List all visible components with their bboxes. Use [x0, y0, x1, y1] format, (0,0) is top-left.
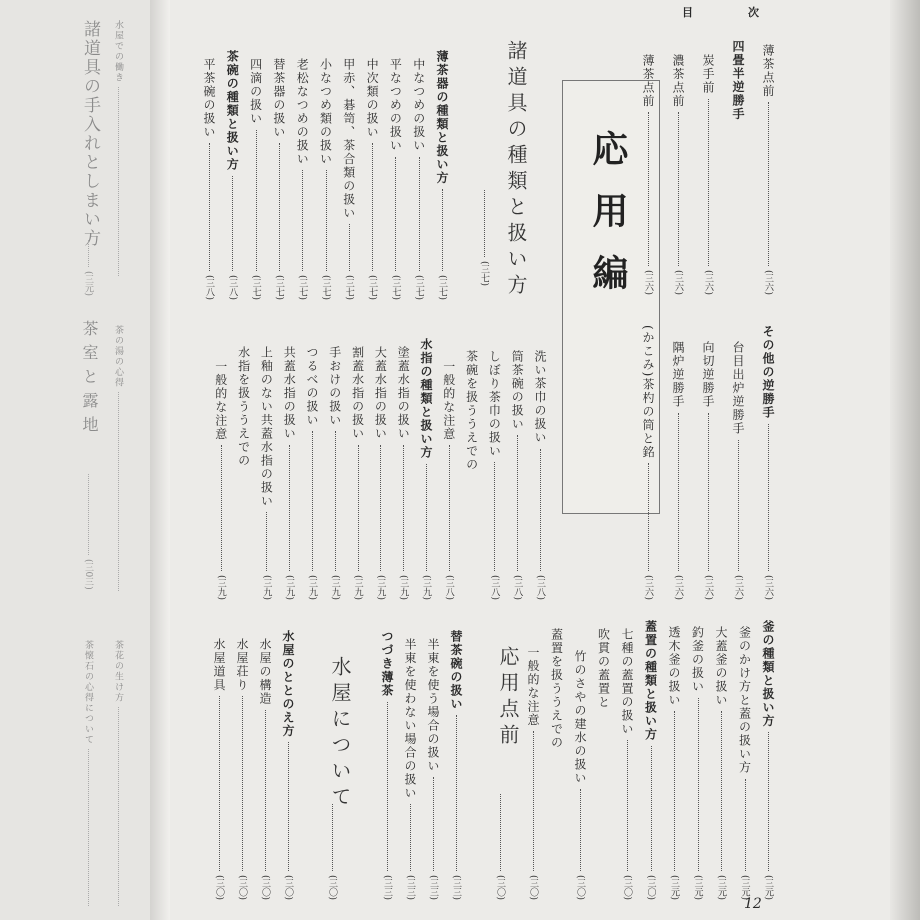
- toc-entry: [596, 628, 613, 709]
- header-mokuji: 目: [682, 6, 693, 19]
- toc-entry-page: (三〇): [283, 874, 293, 900]
- leader-dots: [738, 440, 739, 571]
- toc-entry-title: 四滴の扱い: [248, 58, 263, 126]
- toc-entry-page: (三九): [215, 574, 226, 600]
- toc-entry-title: 釣釜の扱い: [690, 626, 705, 694]
- toc-entry: [700, 341, 717, 600]
- toc-entry-page: (三〇): [645, 874, 656, 900]
- leader-dots: [768, 424, 769, 571]
- toc-entry: [549, 628, 566, 750]
- leader-dots: [648, 112, 649, 266]
- toc-entry-title: 濃茶点前: [671, 54, 685, 108]
- toc-entry-title: 塗蓋水指の扱い: [396, 346, 411, 441]
- leader-dots: [698, 698, 699, 871]
- toc-entry-title: つるべの扱い: [305, 346, 319, 427]
- toc-entry: [730, 341, 747, 600]
- toc-entry: [525, 646, 542, 900]
- toc-entry-title: 薄茶点前: [641, 54, 655, 108]
- toc-entry-page: (三三): [451, 874, 461, 900]
- toc-entry-page: (三六): [673, 269, 683, 295]
- toc-entry-title: 半東を使う場合の扱い: [426, 638, 440, 773]
- toc-entry-title: 吹貫の蓋置と: [596, 628, 611, 709]
- toc-entry-title: 大蓋釜の扱い: [714, 626, 728, 707]
- toc-entry-page: (三元): [716, 874, 726, 900]
- toc-entry: [294, 58, 311, 300]
- toc-entry-page: (三〇): [260, 874, 270, 900]
- leader-dots: [456, 715, 457, 871]
- leader-dots: [651, 746, 652, 871]
- toc-entry-title: 一般的な注意: [526, 646, 540, 727]
- toc-entry-page: (三七): [437, 274, 447, 300]
- toc-entry: [236, 346, 253, 468]
- toc-entry: [441, 360, 458, 600]
- toc-entry-page: (三〇): [214, 874, 224, 900]
- toc-entry-title: 水指の種類と扱い方: [419, 338, 433, 460]
- toc-entry-title: 手おけの扱い: [327, 346, 342, 427]
- toc-entry: [379, 630, 396, 900]
- toc-entry-title: 七種の蓋置の扱い: [620, 628, 634, 736]
- leader-dots: [372, 143, 373, 271]
- toc-entry: [464, 350, 481, 472]
- mizuya-heading: 水屋について: [328, 656, 352, 812]
- toc-entry: [418, 338, 435, 600]
- toc-entry: [670, 54, 687, 295]
- toc-entry-title: 隅炉逆勝手: [671, 341, 685, 409]
- toc-entry-title: 薄茶器の種類と扱い方: [435, 50, 449, 185]
- toc-entry: [666, 626, 683, 900]
- leader-dots: [335, 431, 336, 571]
- toc-entry: [670, 341, 687, 600]
- toc-entry-page: (三七): [367, 274, 378, 300]
- toc-entry: [350, 346, 367, 600]
- leader-dots: [494, 462, 495, 571]
- gutter: [150, 0, 170, 920]
- toc-entry-title: 一般的な注意: [441, 360, 456, 441]
- toc-entry-title: 薄茶点前: [761, 44, 775, 98]
- leader-dots: [209, 143, 210, 271]
- toc-entry: 水屋での働き: [112, 20, 125, 280]
- toc-entry-title: その他の逆勝手: [761, 325, 775, 420]
- toc-entry: [700, 54, 717, 295]
- shodogu-heading-leader: (三七): [478, 186, 491, 286]
- leader-dots: [219, 696, 220, 871]
- toc-entry: [640, 54, 657, 295]
- toc-entry-title: 水屋荘り: [235, 638, 249, 692]
- shodogu-heading: 諸道具の種類と扱い方: [504, 40, 528, 300]
- toc-entry: [213, 360, 230, 600]
- toc-entry-title: 茶碗を扱ううえでの: [464, 350, 479, 472]
- leader-dots: [678, 413, 679, 571]
- toc-entry-title: 水屋のととのえ方: [281, 630, 295, 738]
- leader-dots: [279, 143, 280, 271]
- toc-entry-page: (三八): [512, 574, 523, 600]
- leader-dots: [221, 445, 222, 571]
- toc-entry-page: (三八): [443, 574, 454, 600]
- toc-entry-title: 蓋置の種類と扱い方: [643, 620, 658, 742]
- toc-entry-page: (三九): [307, 574, 317, 600]
- toc-entry-page: (三〇): [622, 874, 632, 900]
- page-edge: [890, 0, 920, 920]
- leader-dots: [540, 449, 541, 571]
- left-heading-2: 茶室と露地: [80, 320, 99, 440]
- leader-dots: [288, 742, 289, 871]
- toc-entry-title: しぼり茶巾の扱い: [487, 350, 502, 458]
- leader-dots: [708, 99, 709, 266]
- toc-entry: [737, 626, 754, 900]
- leader-dots: [232, 176, 233, 271]
- leader-dots: [349, 224, 350, 271]
- toc-entry-title: 蓋置を扱ううえでの: [549, 628, 564, 750]
- toc-entry-title: (かこみ)茶杓の筒と銘: [641, 325, 655, 459]
- toc-entry-title: つづき薄茶: [380, 630, 394, 698]
- leader-dots: [433, 777, 434, 871]
- toc-entry: [201, 58, 218, 300]
- toc-entry-title: 台目出炉逆勝手: [731, 341, 745, 436]
- toc-entry-title: 大蓋水指の扱い: [373, 346, 388, 441]
- leader-dots: [768, 732, 769, 871]
- leader-dots: [442, 189, 443, 271]
- toc-entry-page: (三元): [763, 874, 773, 900]
- toc-entry: [271, 58, 288, 300]
- toc-entry-page: (三元): [739, 874, 750, 900]
- leader-dots: [674, 711, 675, 871]
- toc-entry: [760, 44, 777, 295]
- toc-entry: (三元): [82, 236, 95, 296]
- leader-dots: [289, 445, 290, 571]
- toc-entry-title: 向切逆勝手: [701, 341, 715, 409]
- toc-entry: [448, 630, 465, 900]
- toc-entry: [690, 626, 707, 900]
- toc-entry: [318, 58, 335, 300]
- toc-entry: [402, 638, 419, 900]
- toc-entry-page: (三九): [375, 574, 386, 600]
- toc-entry-title: 四畳半逆勝手: [731, 40, 745, 121]
- leader-dots: [266, 512, 267, 571]
- leader-dots: [265, 710, 266, 871]
- toc-entry-page: (三九): [329, 574, 340, 600]
- toc-entry-title: 釜の種類と扱い方: [761, 620, 775, 728]
- toc-entry-title: 割蓋水指の扱い: [350, 346, 365, 441]
- toc-entry-title: 水指を扱ううえでの: [236, 346, 251, 468]
- toc-entry: [730, 40, 747, 121]
- leader-dots: [708, 413, 709, 571]
- leader-dots: [580, 789, 581, 871]
- toc-entry-page: (三七): [250, 274, 261, 300]
- toc-entry-page: (三七): [320, 274, 331, 300]
- toc-entry-title: 中次類の扱い: [365, 58, 380, 139]
- leader-dots: [721, 711, 722, 871]
- toc-entry-title: 水屋の構造: [258, 638, 272, 706]
- toc-entry: [643, 620, 660, 900]
- toc-entry: [234, 638, 251, 900]
- toc-entry-title: 水屋道具: [212, 638, 226, 692]
- toc-entry-page: (三九): [261, 574, 272, 600]
- toc-entry-page: (三三): [382, 874, 392, 900]
- toc-entry-page: (三六): [763, 574, 773, 600]
- oyo-temae-leader: (三〇): [494, 790, 507, 900]
- leader-dots: [387, 702, 388, 871]
- toc-entry-title: 替茶碗の扱い: [449, 630, 463, 711]
- toc-entry-title: 半東を使わない場合の扱い: [403, 638, 417, 800]
- toc-entry: 茶の湯の心得: [112, 325, 125, 595]
- leader-dots: [410, 804, 411, 871]
- leader-dots: [403, 445, 404, 571]
- toc-entry: [341, 58, 358, 300]
- leader-dots: [242, 696, 243, 871]
- toc-entry-page: (三元): [692, 874, 703, 900]
- toc-entry: [411, 58, 428, 300]
- toc-entry-page: (三九): [284, 574, 295, 600]
- toc-entry-page: (三三): [405, 874, 415, 900]
- toc-entry: (三0三): [82, 470, 95, 590]
- toc-entry: [486, 350, 503, 600]
- toc-entry-title: 共蓋水指の扱い: [282, 346, 297, 441]
- leader-dots: [678, 112, 679, 266]
- leader-dots: [426, 464, 427, 571]
- toc-entry: [572, 650, 589, 900]
- header-tsugi: 次: [748, 6, 759, 19]
- toc-entry-title: 竹のさやの建水の扱い: [573, 650, 587, 785]
- toc-entry: [434, 50, 451, 300]
- toc-entry-page: (三六): [763, 269, 773, 295]
- leader-dots: [302, 170, 303, 271]
- toc-entry-title: 茶碗の種類と扱い方: [225, 50, 240, 172]
- toc-entry-page: (三七): [297, 274, 308, 300]
- left-heading-1: 諸道具の手入れとしまい方: [80, 20, 100, 248]
- toc-entry-page: (三八): [535, 574, 545, 600]
- toc-entry: [425, 638, 442, 900]
- toc-entry-page: (三九): [421, 574, 431, 600]
- toc-entry-page: (三七): [343, 274, 354, 300]
- toc-entry-page: (三〇): [237, 874, 247, 900]
- leader-dots: [648, 463, 649, 571]
- toc-entry-page: (三七): [413, 274, 424, 300]
- leader-dots: [449, 445, 450, 571]
- leader-dots: [768, 102, 769, 266]
- leader-dots: [312, 431, 313, 571]
- toc-entry-page: (三元): [669, 874, 679, 900]
- toc-entry: 茶花の生け方: [112, 640, 125, 910]
- toc-entry: [224, 50, 241, 300]
- mizuya-leader: (三〇): [326, 800, 339, 900]
- toc-entry-page: (三九): [352, 574, 363, 600]
- leader-dots: [256, 130, 257, 271]
- toc-entry-page: (三七): [390, 274, 401, 300]
- toc-entry: [640, 325, 657, 600]
- toc-entry-page: (三六): [643, 574, 653, 600]
- toc-entry-title: 炭手前: [701, 54, 715, 95]
- toc-entry-page: (三八): [227, 274, 238, 300]
- toc-entry: [364, 58, 381, 300]
- toc-entry: [281, 346, 298, 600]
- toc-entry: [304, 346, 321, 600]
- section-title: 応用編: [587, 130, 628, 316]
- toc-entry-page: (三八): [204, 274, 214, 300]
- toc-entry-title: 小なつめ類の扱い: [318, 58, 333, 166]
- leader-dots: [358, 445, 359, 571]
- toc-entry: [509, 350, 526, 600]
- toc-entry-page: (三九): [398, 574, 409, 600]
- toc-entry: [760, 620, 777, 900]
- toc-entry-title: 老松なつめの扱い: [295, 58, 310, 166]
- toc-entry: [387, 58, 404, 300]
- page-number: 12: [744, 896, 762, 912]
- toc-entry: [257, 638, 274, 900]
- toc-entry: [248, 58, 265, 300]
- toc-entry-title: 一般的な注意: [213, 360, 228, 441]
- toc-entry-title: 洗い茶巾の扱い: [533, 350, 547, 445]
- leader-dots: [395, 157, 396, 271]
- oyo-temae-heading: 応用点前: [496, 646, 520, 750]
- leader-dots: [380, 445, 381, 571]
- toc-entry-page: (三六): [703, 574, 713, 600]
- toc-entry-title: 上釉のない共蓋水指の扱い: [259, 346, 274, 508]
- toc-entry: [258, 346, 275, 600]
- leader-dots: [745, 779, 746, 871]
- toc-entry: [619, 628, 636, 900]
- toc-entry: [211, 638, 228, 900]
- toc-entry-page: (三八): [489, 574, 500, 600]
- leader-dots: [627, 740, 628, 871]
- toc-entry: [532, 350, 549, 600]
- toc-entry-title: 釜のかけ方と蓋の扱い方: [737, 626, 752, 775]
- toc-entry-page: (三三): [428, 874, 438, 900]
- leader-dots: [533, 731, 534, 871]
- leader-dots: [419, 157, 420, 271]
- toc-entry-page: (三六): [643, 269, 653, 295]
- toc-entry-page: (三六): [703, 269, 713, 295]
- leader-dots: [326, 170, 327, 271]
- toc-entry-title: 甲赤、碁笥、茶合類の扱い: [341, 58, 356, 220]
- toc-entry-page: (三〇): [575, 874, 585, 900]
- toc-entry-page: (三七): [273, 274, 284, 300]
- toc-entry-title: 平茶碗の扱い: [202, 58, 216, 139]
- toc-entry: [327, 346, 344, 600]
- leader-dots: [517, 435, 518, 571]
- toc-entry: [395, 346, 412, 600]
- toc-entry: [713, 626, 730, 900]
- toc-entry-title: 筒茶碗の扱い: [510, 350, 525, 431]
- toc-entry-title: 透木釜の扱い: [667, 626, 681, 707]
- toc-entry-page: (三六): [673, 574, 683, 600]
- toc-entry-title: 中なつめの扱い: [411, 58, 426, 153]
- left-page: [0, 0, 150, 920]
- toc-entry: [372, 346, 389, 600]
- toc-entry-page: (三六): [733, 574, 743, 600]
- toc-entry: 茶懐石の心得について: [82, 640, 95, 910]
- toc-entry-title: 平なつめの扱い: [388, 58, 403, 153]
- toc-entry-title: 替茶器の扱い: [271, 58, 286, 139]
- toc-entry: [760, 325, 777, 600]
- toc-entry: [280, 630, 297, 900]
- toc-entry-page: (三〇): [528, 874, 538, 900]
